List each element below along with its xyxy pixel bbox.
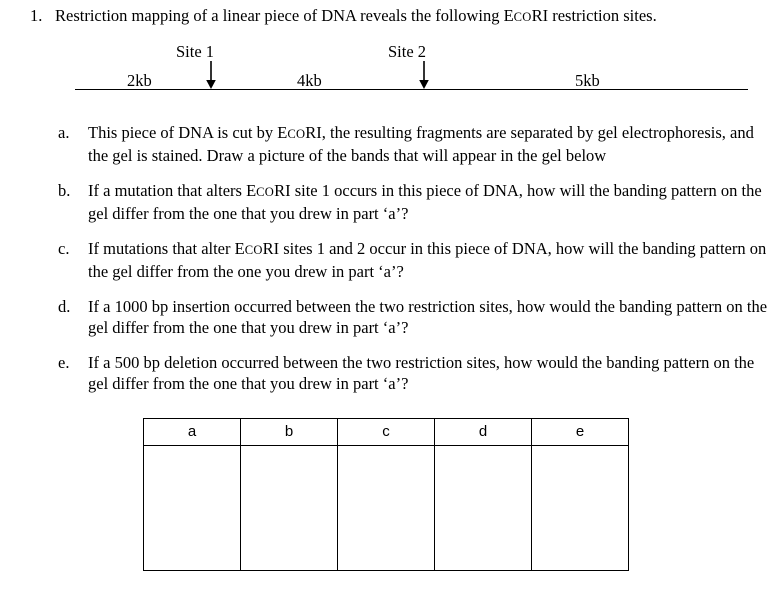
enzyme-name [277, 123, 322, 142]
text-segment: , the resulting fragments are separated by gel electrophoresis, and the gel is stained. Draw a picture of the bands that will appear in the gel below [88, 122, 754, 165]
table-cell-b [241, 445, 338, 570]
table-cell-a [144, 445, 241, 570]
fragment-label-4kb: 4kb [297, 70, 322, 90]
enzyme-cap: RI [305, 122, 322, 142]
item-b [0, 180, 781, 225]
text-segment: If mutations that alter [88, 238, 235, 258]
question-intro-text [55, 5, 769, 29]
item-d [0, 296, 781, 339]
enzyme-name [235, 239, 280, 258]
enzyme-cap: RI [262, 238, 280, 258]
fragment-label-5kb: 5kb [575, 70, 600, 90]
enzyme-smallcaps: CO [256, 184, 275, 199]
item-a-text [88, 122, 769, 167]
table-header-d: d [435, 418, 532, 445]
text-segment: restriction sites. [548, 6, 657, 25]
text-segment: If a mutation that alters [88, 180, 247, 200]
enzyme-cap: RI [531, 6, 549, 25]
item-c-label: c. [58, 238, 70, 258]
site1-label: Site 1 [176, 41, 215, 61]
text-segment: sites 1 and 2 occur in this piece of DNA, how will the banding pattern on the gel differ from the one you drew in part ‘a’? [88, 238, 767, 281]
item-c [0, 238, 781, 283]
item-b-text [88, 180, 769, 225]
text-segment: site 1 occurs in this piece of DNA, how will the banding pattern on the gel differ from the one that you drew in part ‘a’? [88, 180, 762, 223]
table-header-a: a [144, 418, 241, 445]
item-e-text: If a 500 bp deletion occurred between the two restriction sites, how would the banding pattern on the gel differ from the one that you drew in part ‘a’? [88, 352, 755, 393]
fragment-label-2kb: 2kb [127, 70, 152, 90]
table-header-e: e [532, 418, 629, 445]
enzyme-cap: RI [274, 180, 291, 200]
site2-down-arrow-icon [418, 61, 430, 89]
enzyme-cap: E [234, 238, 245, 258]
question-number: 1. [30, 6, 43, 25]
text-segment: This piece of DNA is cut by [88, 122, 278, 142]
site1-down-arrow-icon [205, 61, 217, 89]
table-cell-e [532, 445, 629, 570]
answer-table [143, 418, 629, 571]
answer-table-body-row [144, 445, 629, 570]
item-a [0, 122, 781, 167]
table-cell-d [435, 445, 532, 570]
enzyme-smallcaps: CO [513, 10, 532, 24]
enzyme-name [504, 6, 549, 25]
enzyme-name [246, 181, 291, 200]
question-intro-row [0, 0, 781, 29]
enzyme-cap: E [246, 180, 257, 200]
item-e [0, 352, 781, 395]
enzyme-cap: E [503, 6, 514, 25]
item-a-label: a. [58, 122, 70, 142]
item-d-label: d. [58, 296, 71, 316]
item-c-text [88, 238, 769, 283]
site2-label: Site 2 [388, 41, 427, 61]
item-d-text: If a 1000 bp insertion occurred between the two restriction sites, how would the banding pattern on the gel differ from the one that you drew in part ‘a’? [88, 296, 768, 337]
item-b-label: b. [58, 180, 71, 200]
text-segment: Restriction mapping of a linear piece of DNA reveals the following [55, 6, 504, 25]
enzyme-smallcaps: CO [287, 126, 306, 141]
dna-map-diagram [0, 41, 781, 107]
answer-table-header-row [144, 418, 629, 445]
enzyme-cap: E [277, 122, 288, 142]
table-header-b: b [241, 418, 338, 445]
subquestion-list [0, 122, 781, 395]
dna-line [75, 89, 748, 90]
item-e-label: e. [58, 352, 70, 372]
table-header-c: c [338, 418, 435, 445]
enzyme-smallcaps: CO [244, 242, 263, 257]
table-cell-c [338, 445, 435, 570]
